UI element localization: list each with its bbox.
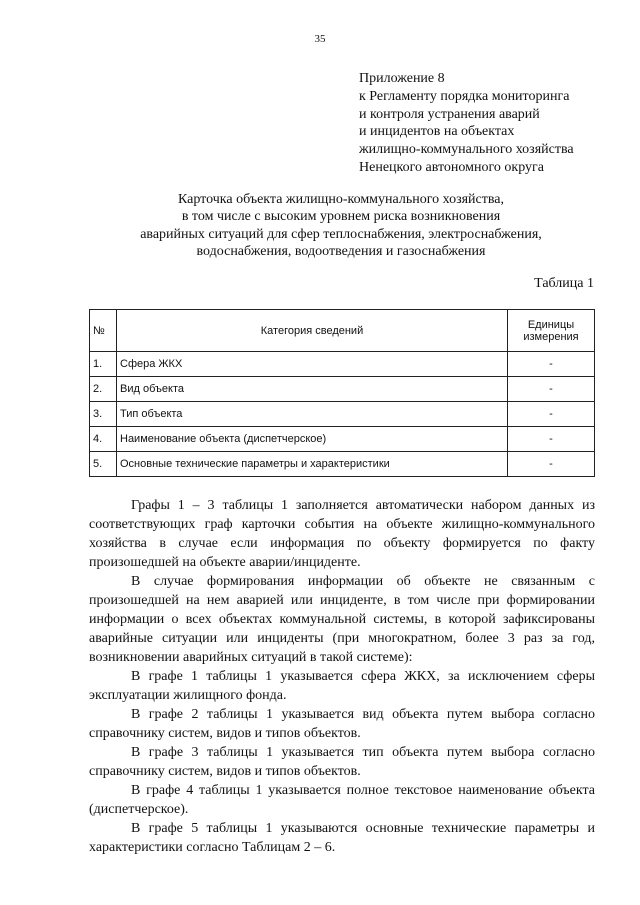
table-row xyxy=(90,452,595,477)
paragraph: В случае формирования информации об объекте не связанным с произошедшей на нем аварией или инциденте, в том числе при формировании информации о всех объектах коммунальной системы, в которой зафиксированы аварийные ситуации или инциденты (при многократном, более 3 раз за год, возникновении аварийных ситуаций в такой системе): xyxy=(89,574,595,665)
table-caption: Таблица 1 xyxy=(534,276,594,291)
row-category: Сфера ЖКХ xyxy=(117,352,508,377)
row-num: 2. xyxy=(90,377,117,402)
appendix-line: Ненецкого автономного округа xyxy=(359,159,544,175)
page-number: 35 xyxy=(314,33,326,45)
table-row xyxy=(90,377,595,402)
table-row xyxy=(90,402,595,427)
appendix-line: Приложение 8 xyxy=(359,71,445,86)
header-category: Категория сведений xyxy=(117,310,508,352)
row-unit: - xyxy=(508,452,595,477)
row-category: Основные технические параметры и характеристики xyxy=(117,452,508,477)
paragraph: В графе 1 таблицы 1 указывается сфера ЖКХ, за исключением сферы эксплуатации жилищного фонда. xyxy=(89,669,595,703)
row-category: Тип объекта xyxy=(117,402,508,427)
table-row xyxy=(90,427,595,452)
appendix-line: жилищно-коммунального хозяйства xyxy=(359,142,574,158)
row-unit: - xyxy=(508,377,595,402)
object-card-table xyxy=(89,309,595,477)
row-num: 4. xyxy=(90,427,117,452)
row-unit: - xyxy=(508,352,595,377)
paragraph: В графе 2 таблицы 1 указывается вид объекта путем выбора согласно справочнику систем, видов и типов объектов. xyxy=(89,707,595,741)
appendix-line: к Регламенту порядка мониторинга xyxy=(359,88,570,104)
paragraph: Графы 1 – 3 таблицы 1 заполняется автоматически набором данных из соответствующих граф карточки события на объекте жилищно-коммунального хозяйства в случае если информация по объекту формируется по факту произошедшей на объекте аварии/инциденте. xyxy=(89,498,595,570)
header-unit: Единицы измерения xyxy=(508,310,595,352)
row-num: 3. xyxy=(90,402,117,427)
row-category: Вид объекта xyxy=(117,377,508,402)
title-line: Карточка объекта жилищно-коммунального хозяйства, xyxy=(177,192,505,207)
paragraph: В графе 3 таблицы 1 указывается тип объекта путем выбора согласно справочнику систем, видов и типов объектов. xyxy=(89,745,595,779)
appendix-block xyxy=(359,70,574,177)
title-line: в том числе с высоким уровнем риска возникновения xyxy=(181,209,501,225)
table-row xyxy=(90,352,595,377)
title-line: водоснабжения, водоотведения и газоснабжения xyxy=(196,244,486,260)
header-num: № xyxy=(90,310,117,352)
title-line: аварийных ситуаций для сфер теплоснабжения, электроснабжения, xyxy=(140,226,542,242)
appendix-line: и контроля устранения аварий xyxy=(359,106,540,122)
paragraph: В графе 5 таблицы 1 указываются основные технические параметры и характеристики согласно Таблицам 2 – 6. xyxy=(89,821,595,855)
document-title xyxy=(60,191,622,261)
row-category: Наименование объекта (диспетчерское) xyxy=(117,427,508,452)
body-text xyxy=(89,496,595,857)
appendix-line: и инцидентов на объектах xyxy=(359,124,515,140)
table-header-row xyxy=(90,310,595,352)
row-unit: - xyxy=(508,427,595,452)
row-unit: - xyxy=(508,402,595,427)
row-num: 1. xyxy=(90,352,117,377)
row-num: 5. xyxy=(90,452,117,477)
paragraph: В графе 4 таблицы 1 указывается полное текстовое наименование объекта (диспетчерское). xyxy=(89,783,595,817)
